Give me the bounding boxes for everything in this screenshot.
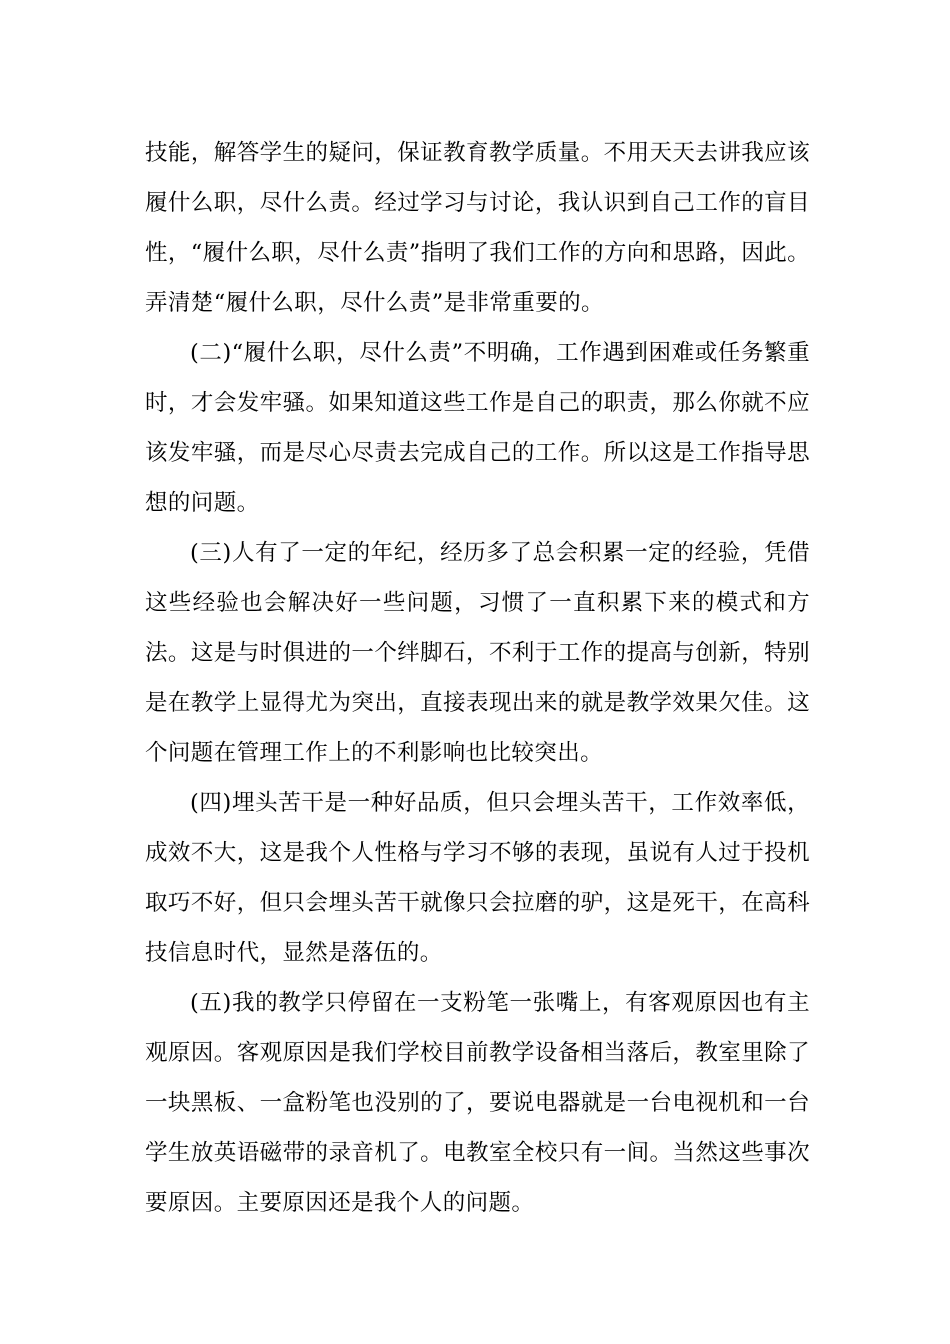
paragraph-item-3: (三)人有了一定的年纪，经历多了总会积累一定的经验，凭借这些经验也会解决好一些问题，习惯了一直积累下来的模式和方法。这是与时俱进的一个绊脚石，不利于工作的提高与创新，特别是在教学上显得尤为突出，直接表现出来的就是教学效果欠佳。这个问题在管理工作上的不利影响也比较突出。	[145, 540, 810, 766]
document-body	[145, 128, 810, 1228]
paragraph-continuation: 技能，解答学生的疑问，保证教育教学质量。不用天天去讲我应该履什么职，尽什么责。经过学习与讨论，我认识到自己工作的盲目性，“履什么职，尽什么责”指明了我们工作的方向和思路，因此。弄清楚“履什么职，尽什么责”是非常重要的。	[145, 140, 811, 316]
paragraph-item-5: (五)我的教学只停留在一支粉笔一张嘴上，有客观原因也有主观原因。客观原因是我们学校目前教学设备相当落后，教室里除了一块黑板、一盒粉笔也没别的了，要说电器就是一台电视机和一台学生放英语磁带的录音机了。电教室全校只有一间。当然这些事次要原因。主要原因还是我个人的问题。	[145, 990, 810, 1216]
paragraph-item-2: (二)“履什么职，尽什么责”不明确，工作遇到困难或任务繁重时，才会发牢骚。如果知道这些工作是自己的职责，那么你就不应该发牢骚，而是尽心尽责去完成自己的工作。所以这是工作指导思想的问题。	[145, 340, 810, 516]
paragraph-item-4: (四)埋头苦干是一种好品质，但只会埋头苦干，工作效率低，成效不大，这是我个人性格与学习不够的表现，虽说有人过于投机取巧不好，但只会埋头苦干就像只会拉磨的驴，这是死干，在高科技信息时代，显然是落伍的。	[145, 790, 810, 966]
